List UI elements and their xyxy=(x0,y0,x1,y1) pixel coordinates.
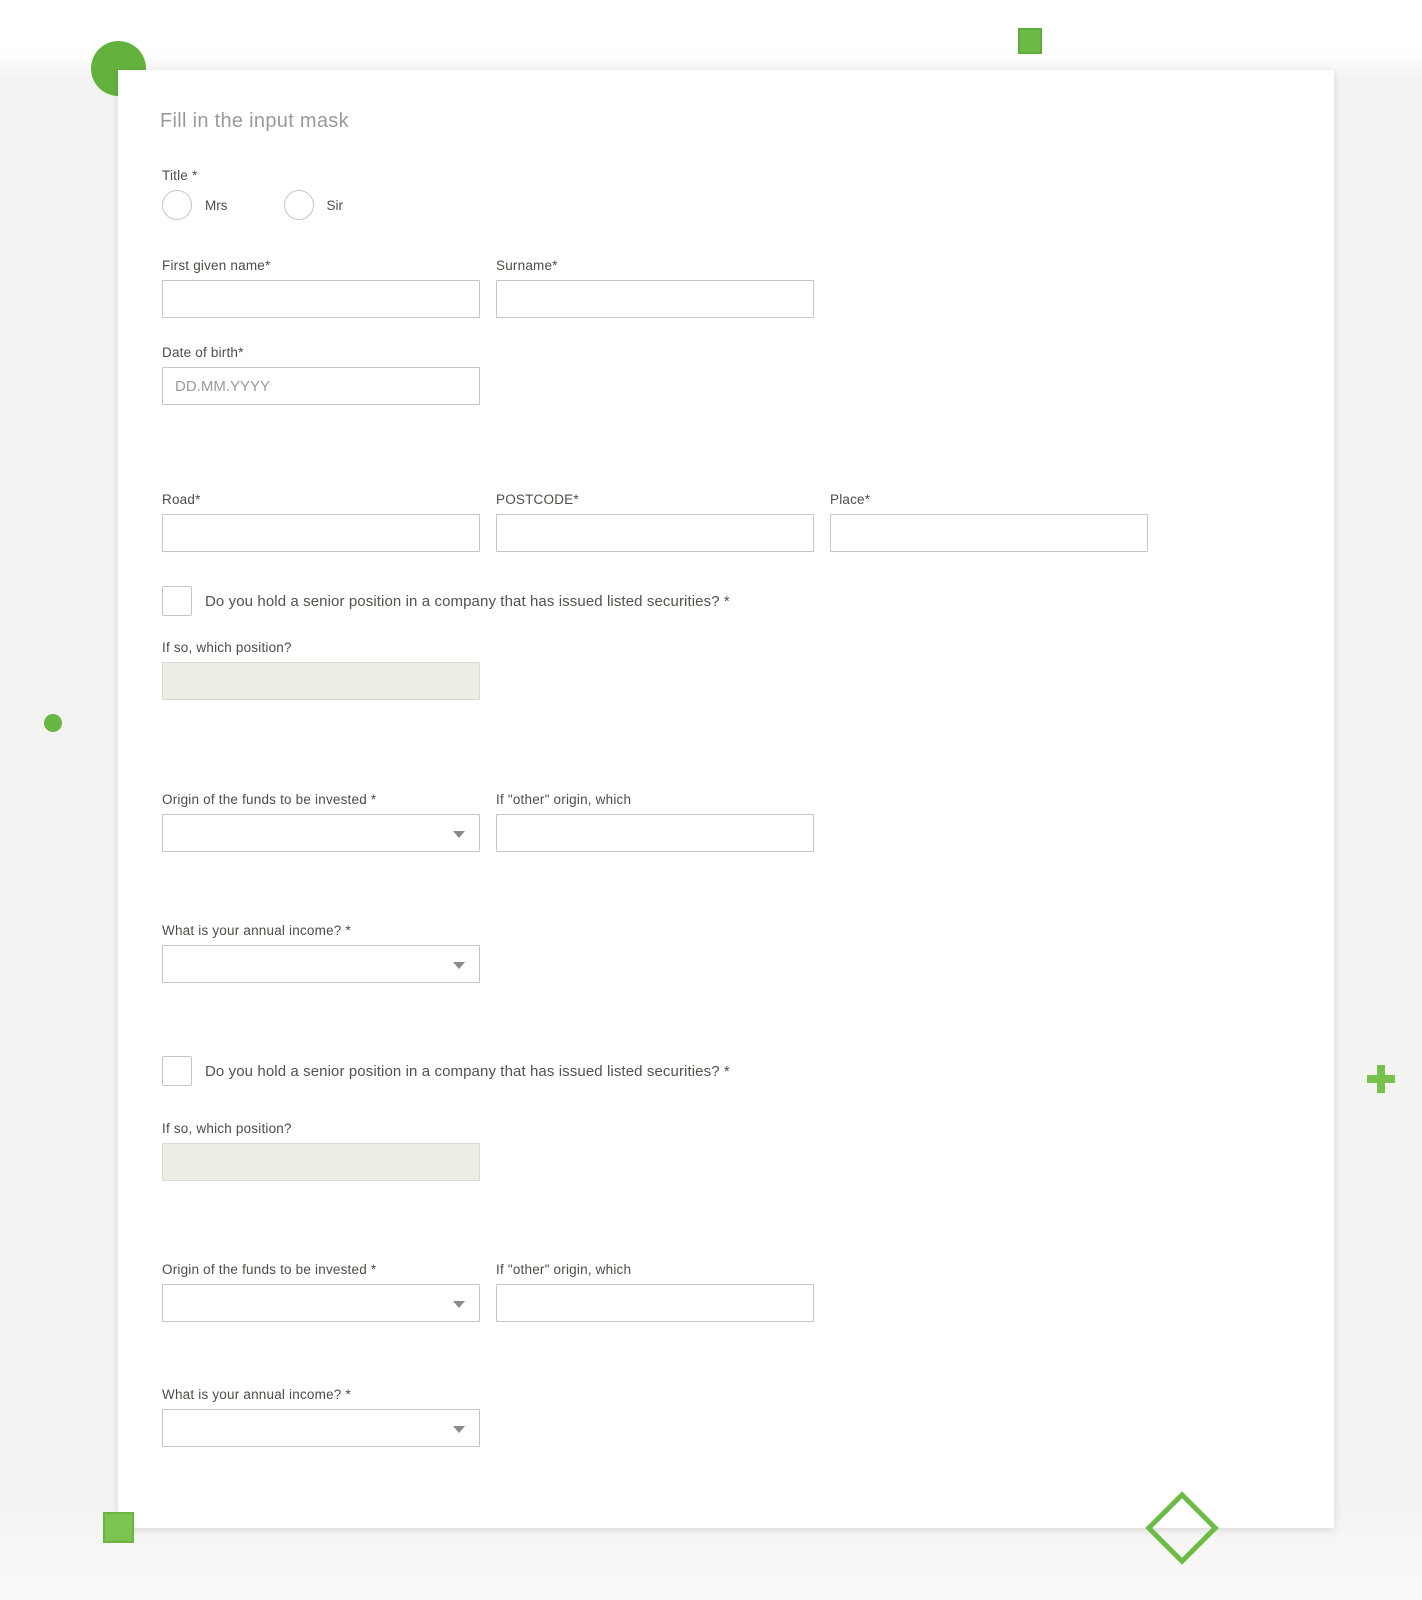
origin-of-funds-select-2[interactable] xyxy=(162,1284,480,1322)
title-label: Title * xyxy=(162,168,198,183)
postcode-label: POSTCODE* xyxy=(496,492,579,507)
surname-input[interactable] xyxy=(496,280,814,318)
road-label: Road* xyxy=(162,492,201,507)
postcode-input[interactable] xyxy=(496,514,814,552)
other-origin-input-1[interactable] xyxy=(496,814,814,852)
radio-option-mrs[interactable] xyxy=(162,190,228,220)
chevron-down-icon xyxy=(453,831,465,838)
senior-position-checkbox-1[interactable] xyxy=(162,586,192,616)
senior-position-row-1 xyxy=(162,585,1290,617)
senior-position-question-1: Do you hold a senior position in a company that has issued listed securities? * xyxy=(205,592,730,610)
green-dot-decoration xyxy=(44,714,62,732)
origin-of-funds-label-1: Origin of the funds to be invested * xyxy=(162,792,377,807)
first-given-name-input[interactable] xyxy=(162,280,480,318)
green-square-decoration-top xyxy=(1018,28,1042,54)
annual-income-label-2: What is your annual income? * xyxy=(162,1387,351,1402)
other-origin-label-1: If "other" origin, which xyxy=(496,792,632,807)
date-of-birth-input[interactable] xyxy=(162,367,480,405)
position-label-2: If so, which position? xyxy=(162,1121,292,1136)
other-origin-label-2: If "other" origin, which xyxy=(496,1262,632,1277)
annual-income-select-1[interactable] xyxy=(162,945,480,983)
chevron-down-icon xyxy=(453,962,465,969)
origin-of-funds-select-1[interactable] xyxy=(162,814,480,852)
plus-icon xyxy=(1367,1065,1395,1093)
chevron-down-icon xyxy=(453,1301,465,1308)
sir-radio-button[interactable] xyxy=(284,190,314,220)
annual-income-label-1: What is your annual income? * xyxy=(162,923,351,938)
first-given-name-label: First given name* xyxy=(162,258,271,273)
position-input-2 xyxy=(162,1143,480,1181)
mrs-radio-label: Mrs xyxy=(205,197,228,213)
form-card xyxy=(118,70,1334,1528)
surname-label: Surname* xyxy=(496,258,558,273)
place-label: Place* xyxy=(830,492,871,507)
position-label-1: If so, which position? xyxy=(162,640,292,655)
senior-position-row-2 xyxy=(162,1055,1290,1087)
mrs-radio-button[interactable] xyxy=(162,190,192,220)
position-input-1 xyxy=(162,662,480,700)
senior-position-question-2: Do you hold a senior position in a company that has issued listed securities? * xyxy=(205,1062,730,1080)
sir-radio-label: Sir xyxy=(326,197,343,213)
form-heading: Fill in the input mask xyxy=(160,110,349,132)
place-input[interactable] xyxy=(830,514,1148,552)
senior-position-checkbox-2[interactable] xyxy=(162,1056,192,1086)
annual-income-select-2[interactable] xyxy=(162,1409,480,1447)
green-square-decoration-bottom xyxy=(103,1512,134,1543)
title-radio-group xyxy=(162,190,1290,220)
chevron-down-icon xyxy=(453,1426,465,1433)
road-input[interactable] xyxy=(162,514,480,552)
date-of-birth-label: Date of birth* xyxy=(162,345,244,360)
other-origin-input-2[interactable] xyxy=(496,1284,814,1322)
origin-of-funds-label-2: Origin of the funds to be invested * xyxy=(162,1262,377,1277)
radio-option-sir[interactable] xyxy=(284,190,344,220)
